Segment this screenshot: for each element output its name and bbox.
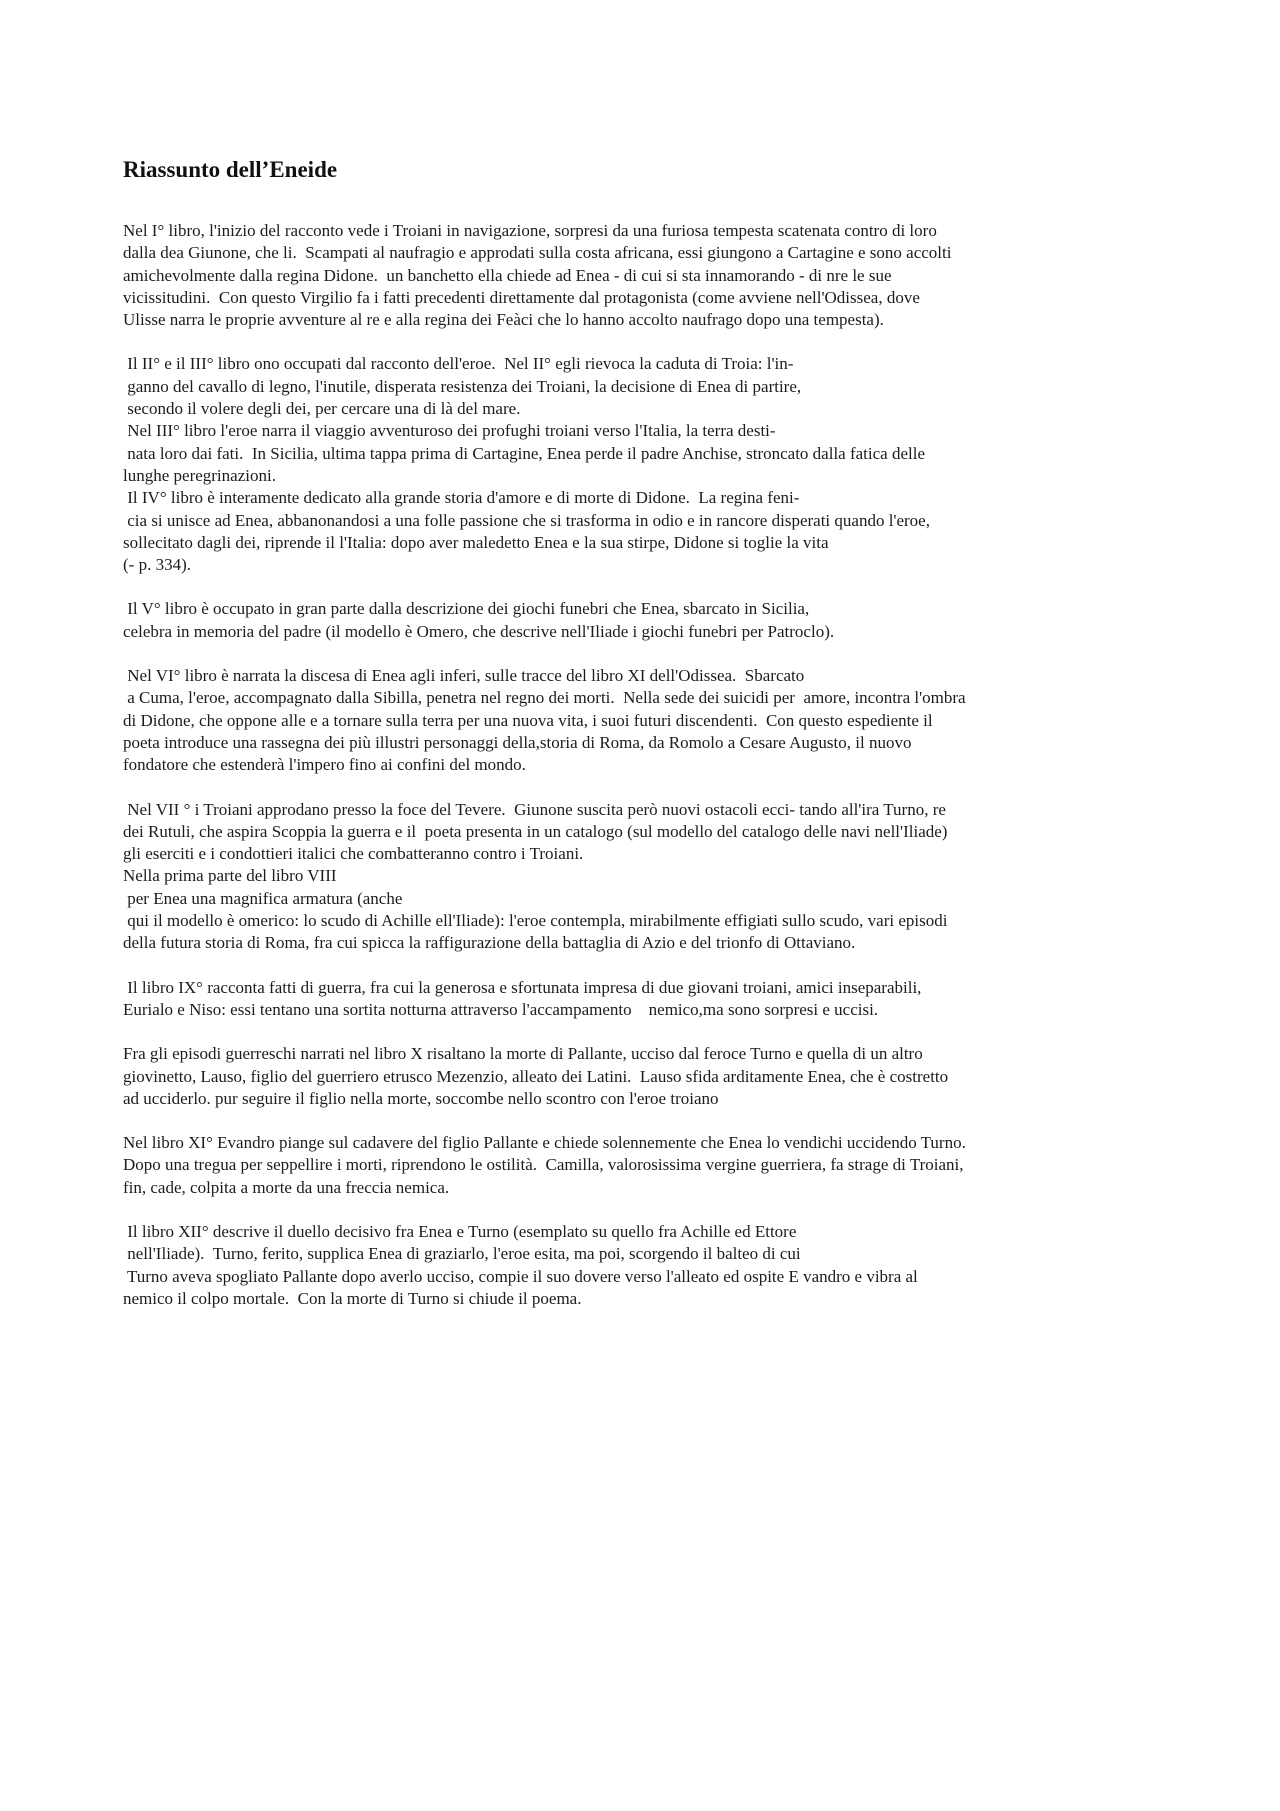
text-line: di Didone, che oppone alle e a tornare sulla terra per una nuova vita, i suoi futuri discendenti. Con questo espediente il — [123, 710, 933, 730]
document-body — [123, 220, 1123, 1310]
text-line: cia si unisce ad Enea, abbanonandosi a una folle passione che si trasforma in odio e in rancore disperati quando l'eroe, — [123, 510, 930, 530]
paragraph — [123, 1043, 1123, 1110]
text-line: Nel libro XI° Evandro piange sul cadavere del figlio Pallante e chiede solennemente che Enea lo vendichi uccidendo Turno. — [123, 1133, 966, 1153]
text-line: Il II° e il III° libro ono occupati dal racconto dell'eroe. Nel II° egli rievoca la caduta di Troia: l'in- — [123, 354, 794, 374]
text-line: nell'Iliade). Turno, ferito, supplica Enea di graziarlo, l'eroe esita, ma poi, scorgendo il balteo di cui — [123, 1244, 801, 1264]
text-line: nemico il colpo mortale. Con la morte di Turno si chiude il poema. — [123, 1288, 582, 1308]
paragraph — [123, 665, 1123, 776]
text-line: per Enea una magnifica armatura (anche — [123, 888, 403, 908]
text-line: secondo il volere degli dei, per cercare una di là del mare. — [123, 399, 521, 419]
text-line: Turno aveva spogliato Pallante dopo averlo ucciso, compie il suo dovere verso l'alleato ed ospite E vandro e vibra al — [123, 1266, 918, 1286]
text-line: ganno del cavallo di legno, l'inutile, disperata resistenza dei Troiani, la decisione di Enea di partire, — [123, 376, 802, 396]
paragraph — [123, 598, 1123, 643]
paragraph — [123, 353, 1123, 576]
text-line: Il V° libro è occupato in gran parte dalla descrizione dei giochi funebri che Enea, sbarcato in Sicilia, — [123, 599, 810, 619]
paragraph — [123, 1221, 1123, 1310]
text-line: Il IV° libro è interamente dedicato alla grande storia d'amore e di morte di Didone. La regina feni- — [123, 488, 800, 508]
text-line: celebra in memoria del padre (il modello è Omero, che descrive nell'Iliade i giochi funebri per Patroclo). — [123, 621, 835, 641]
text-line: fondatore che estenderà l'impero fino ai confini del mondo. — [123, 755, 526, 775]
text-line: Fra gli episodi guerreschi narrati nel libro X risaltano la morte di Pallante, ucciso dal feroce Turno e quella di un altro — [123, 1044, 923, 1064]
text-line: Ulisse narra le proprie avventure al re e alla regina dei Feàci che lo hanno accolto naufrago dopo una tempesta). — [123, 310, 884, 330]
paragraph — [123, 799, 1123, 955]
text-line: Eurialo e Niso: essi tentano una sortita notturna attraverso l'accampamento nemico,ma sono sorpresi e uccisi. — [123, 999, 879, 1019]
text-line: ad ucciderlo. pur seguire il figlio nella morte, soccombe nello scontro con l'eroe troiano — [123, 1088, 719, 1108]
text-line: gli eserciti e i condottieri italici che combatteranno contro i Troiani. — [123, 844, 584, 864]
paragraph — [123, 1132, 1123, 1199]
text-line: Nel VI° libro è narrata la discesa di Enea agli inferi, sulle tracce del libro XI dell'Odissea. Sbarcato — [123, 666, 805, 686]
text-line: qui il modello è omerico: lo scudo di Achille ell'Iliade): l'eroe contempla, mirabilmente effigiati sullo scudo, vari episodi — [123, 911, 948, 931]
text-line: amichevolmente dalla regina Didone. un banchetto ella chiede ad Enea - di cui si sta innamorando - di nre le sue — [123, 265, 892, 285]
paragraph — [123, 977, 1123, 1022]
text-line: vicissitudini. Con questo Virgilio fa i fatti precedenti direttamente dal protagonista (come avviene nell'Odissea, dove — [123, 287, 920, 307]
text-line: Nel III° libro l'eroe narra il viaggio avventuroso dei profughi troiani verso l'Italia, la terra desti- — [123, 421, 776, 441]
text-line: dei Rutuli, che aspira Scoppia la guerra e il poeta presenta in un catalogo (sul modello del catalogo delle navi nell'Iliade) — [123, 821, 948, 841]
text-line: a Cuma, l'eroe, accompagnato dalla Sibilla, penetra nel regno dei morti. Nella sede dei suicidi per amore, incontra l'ombra — [123, 688, 966, 708]
text-line: Nel I° libro, l'inizio del racconto vede i Troiani in navigazione, sorpresi da una furiosa tempesta scatenata contro di loro — [123, 221, 937, 240]
text-line: della futura storia di Roma, fra cui spicca la raffigurazione della battaglia di Azio e del trionfo di Ottaviano. — [123, 933, 856, 953]
document-page — [123, 153, 1123, 1332]
text-line: Nella prima parte del libro VIII — [123, 866, 337, 886]
text-line: giovinetto, Lauso, figlio del guerriero etrusco Mezenzio, alleato dei Latini. Lauso sfida arditamente Enea, che è costretto — [123, 1066, 949, 1086]
text-line: (- p. 334). — [123, 555, 191, 575]
text-line: poeta introduce una rassegna dei più illustri personaggi della,storia di Roma, da Romolo a Cesare Augusto, il nuovo — [123, 732, 912, 752]
text-line: Dopo una tregua per seppellire i morti, riprendono le ostilità. Camilla, valorosissima vergine guerriera, fa strage di Troiani, — [123, 1155, 964, 1175]
paragraph — [123, 220, 1123, 331]
text-line: Il libro XII° descrive il duello decisivo fra Enea e Turno (esemplato su quello fra Achille ed Ettore — [123, 1221, 797, 1241]
text-line: nata loro dai fati. In Sicilia, ultima tappa prima di Cartagine, Enea perde il padre Anchise, stroncato dalla fatica delle — [123, 443, 926, 463]
document-title: Riassunto dell’Eneide — [123, 157, 338, 182]
text-line: sollecitato dagli dei, riprende il l'Italia: dopo aver maledetto Enea e la sua stirpe, Didone si toglie la vita — [123, 532, 829, 552]
text-line: fin, cade, colpita a morte da una freccia nemica. — [123, 1177, 450, 1197]
text-line: lunghe peregrinazioni. — [123, 465, 276, 485]
text-line: dalla dea Giunone, che li. Scampati al naufragio e approdati sulla costa africana, essi giungono a Cartagine e sono accolti — [123, 243, 952, 263]
text-line: Nel VII ° i Troiani approdano presso la foce del Tevere. Giunone suscita però nuovi ostacoli ecci- tando all'ira Turno, re — [123, 799, 946, 819]
text-line: Il libro IX° racconta fatti di guerra, fra cui la generosa e sfortunata impresa di due giovani troiani, amici inseparabili, — [123, 977, 922, 997]
